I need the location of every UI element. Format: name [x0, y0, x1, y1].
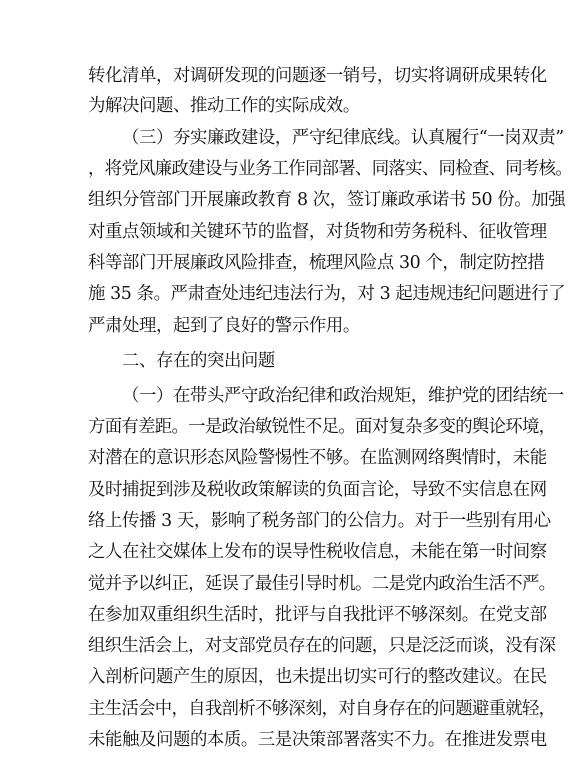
paragraph-line: ，将党风廉政建设与业务工作同部署、同落实、同检查、同考核。 — [88, 159, 573, 179]
paragraph-line: （一）在带头严守政治纪律和政治规矩，维护党的团结统一 — [122, 385, 564, 406]
paragraph-line: 科等部门开展廉政风险排查，梳理风险点 30 个，制定防控措 — [88, 252, 545, 273]
paragraph-line: 严肃处理，起到了良好的警示作用。 — [88, 315, 360, 336]
section-title: 二、存在的突出问题 — [122, 350, 275, 371]
paragraph-line: 主生活会中，自我剖析不够深刻，对自身存在的问题避重就轻， — [88, 698, 556, 719]
paragraph-line: 组织分管部门开展廉政教育 8 次，签订廉政承诺书 50 份。加强 — [88, 190, 566, 211]
paragraph-line: 及时捕捉到涉及税收政策解读的负面言论，导致不实信息在网 — [88, 479, 547, 500]
paragraph-line: 络上传播 3 天，影响了税务部门的公信力。对于一些别有用心 — [88, 510, 551, 531]
paragraph-line: 入剖析问题产生的原因，也未提出切实可行的整改建议。在民 — [88, 667, 547, 688]
section-heading-line: （三）夯实廉政建设，严守纪律底线。认真履行“一岗双责” — [122, 127, 564, 148]
paragraph-line: 在参加双重组织生活时，批评与自我批评不够深刻。在党支部 — [88, 604, 547, 625]
paragraph-line: 之人在社交媒体上发布的误导性税收信息，未能在第一时间察 — [88, 542, 547, 563]
paragraph-line: 对重点领域和关键环节的监督，对货物和劳务税科、征收管理 — [88, 221, 547, 242]
paragraph-line: 方面有差距。一是政治敏锐性不足。面对复杂多变的舆论环境， — [88, 417, 556, 437]
paragraph-line: 对潜在的意识形态风险警惕性不够。在监测网络舆情时，未能 — [88, 448, 547, 469]
paragraph-line: 施 35 条。严肃查处违纪违法行为，对 3 起违规违纪问题进行了 — [88, 284, 566, 305]
paragraph-line: 为解决问题、推动工作的实际成效。 — [88, 96, 360, 117]
paragraph-line: 转化清单，对调研发现的问题逐一销号，切实将调研成果转化 — [88, 66, 547, 86]
paragraph-line: 未能触及问题的本质。三是决策部署落实不力。在推进发票电 — [88, 730, 547, 750]
paragraph-line: 觉并予以纠正，延误了最佳引导时机。二是党内政治生活不严。 — [88, 573, 556, 594]
paragraph-line: 组织生活会上，对支部党员存在的问题，只是泛泛而谈，没有深 — [88, 636, 556, 657]
